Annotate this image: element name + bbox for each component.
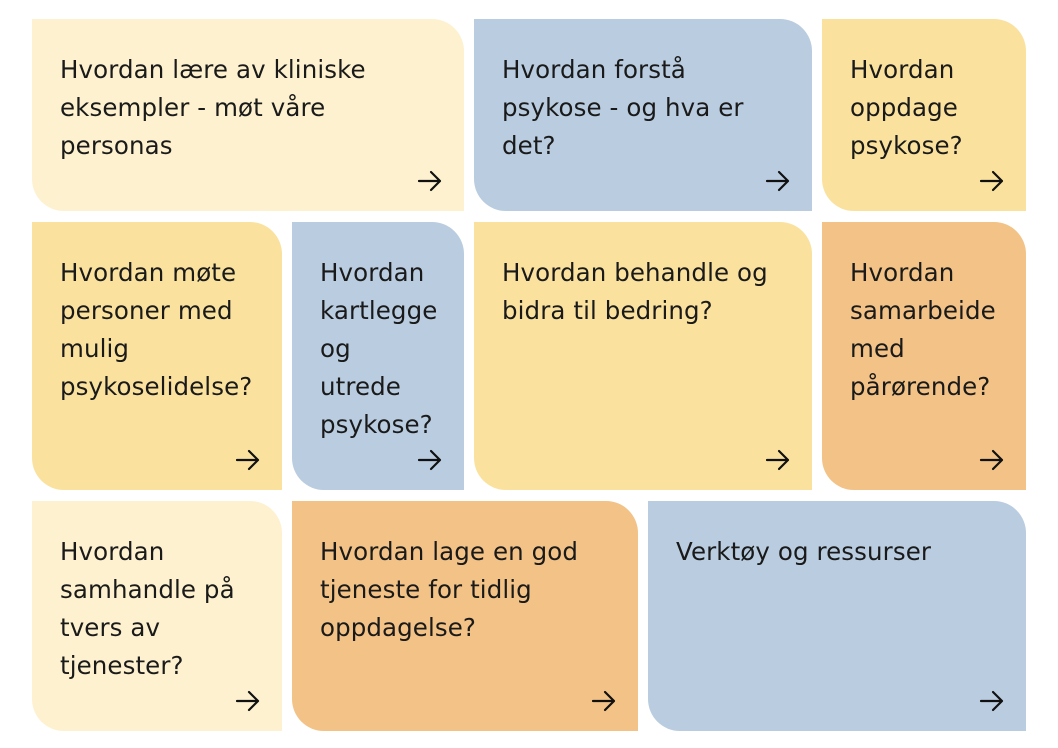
arrow-right-icon <box>234 446 262 474</box>
tile-label: Hvordan samhandle på tvers av tjenester? <box>60 537 235 680</box>
tile-label: Hvordan forstå psykose - og hva er det? <box>502 55 744 160</box>
tile-kartlegge-utrede[interactable] <box>292 222 464 490</box>
tile-label: Hvordan lage en god tjeneste for tidlig oppdagelse? <box>320 537 579 642</box>
arrow-right-icon <box>416 167 444 195</box>
tile-mote-personer[interactable] <box>32 222 282 490</box>
arrow-right-icon <box>764 167 792 195</box>
tile-label: Hvordan kartlegge og utrede psykose? <box>320 258 438 439</box>
tile-oppdage-psykose[interactable] <box>822 19 1026 211</box>
tile-forsta-psykose[interactable] <box>474 19 812 211</box>
arrow-right-icon <box>978 167 1006 195</box>
tile-label: Hvordan samarbeide med pårørende? <box>850 258 996 401</box>
arrow-right-icon <box>978 687 1006 715</box>
tile-label: Verktøy og ressurser <box>676 537 932 566</box>
tile-verktoy-ressurser[interactable] <box>648 501 1026 731</box>
arrow-right-icon <box>590 687 618 715</box>
tile-samhandle-tjenester[interactable] <box>32 501 282 731</box>
tile-label: Hvordan lære av kliniske eksempler - møt våre personas <box>60 55 366 160</box>
tile-label: Hvordan oppdage psykose? <box>850 55 963 160</box>
tile-label: Hvordan behandle og bidra til bedring? <box>502 258 768 325</box>
arrow-right-icon <box>764 446 792 474</box>
tile-behandle-bedring[interactable] <box>474 222 812 490</box>
tile-label: Hvordan møte personer med mulig psykoselidelse? <box>60 258 253 401</box>
arrow-right-icon <box>978 446 1006 474</box>
arrow-right-icon <box>234 687 262 715</box>
tile-samarbeide-parorende[interactable] <box>822 222 1026 490</box>
tile-kliniske-eksempler[interactable] <box>32 19 464 211</box>
arrow-right-icon <box>416 446 444 474</box>
tile-tidlig-oppdagelse[interactable] <box>292 501 638 731</box>
